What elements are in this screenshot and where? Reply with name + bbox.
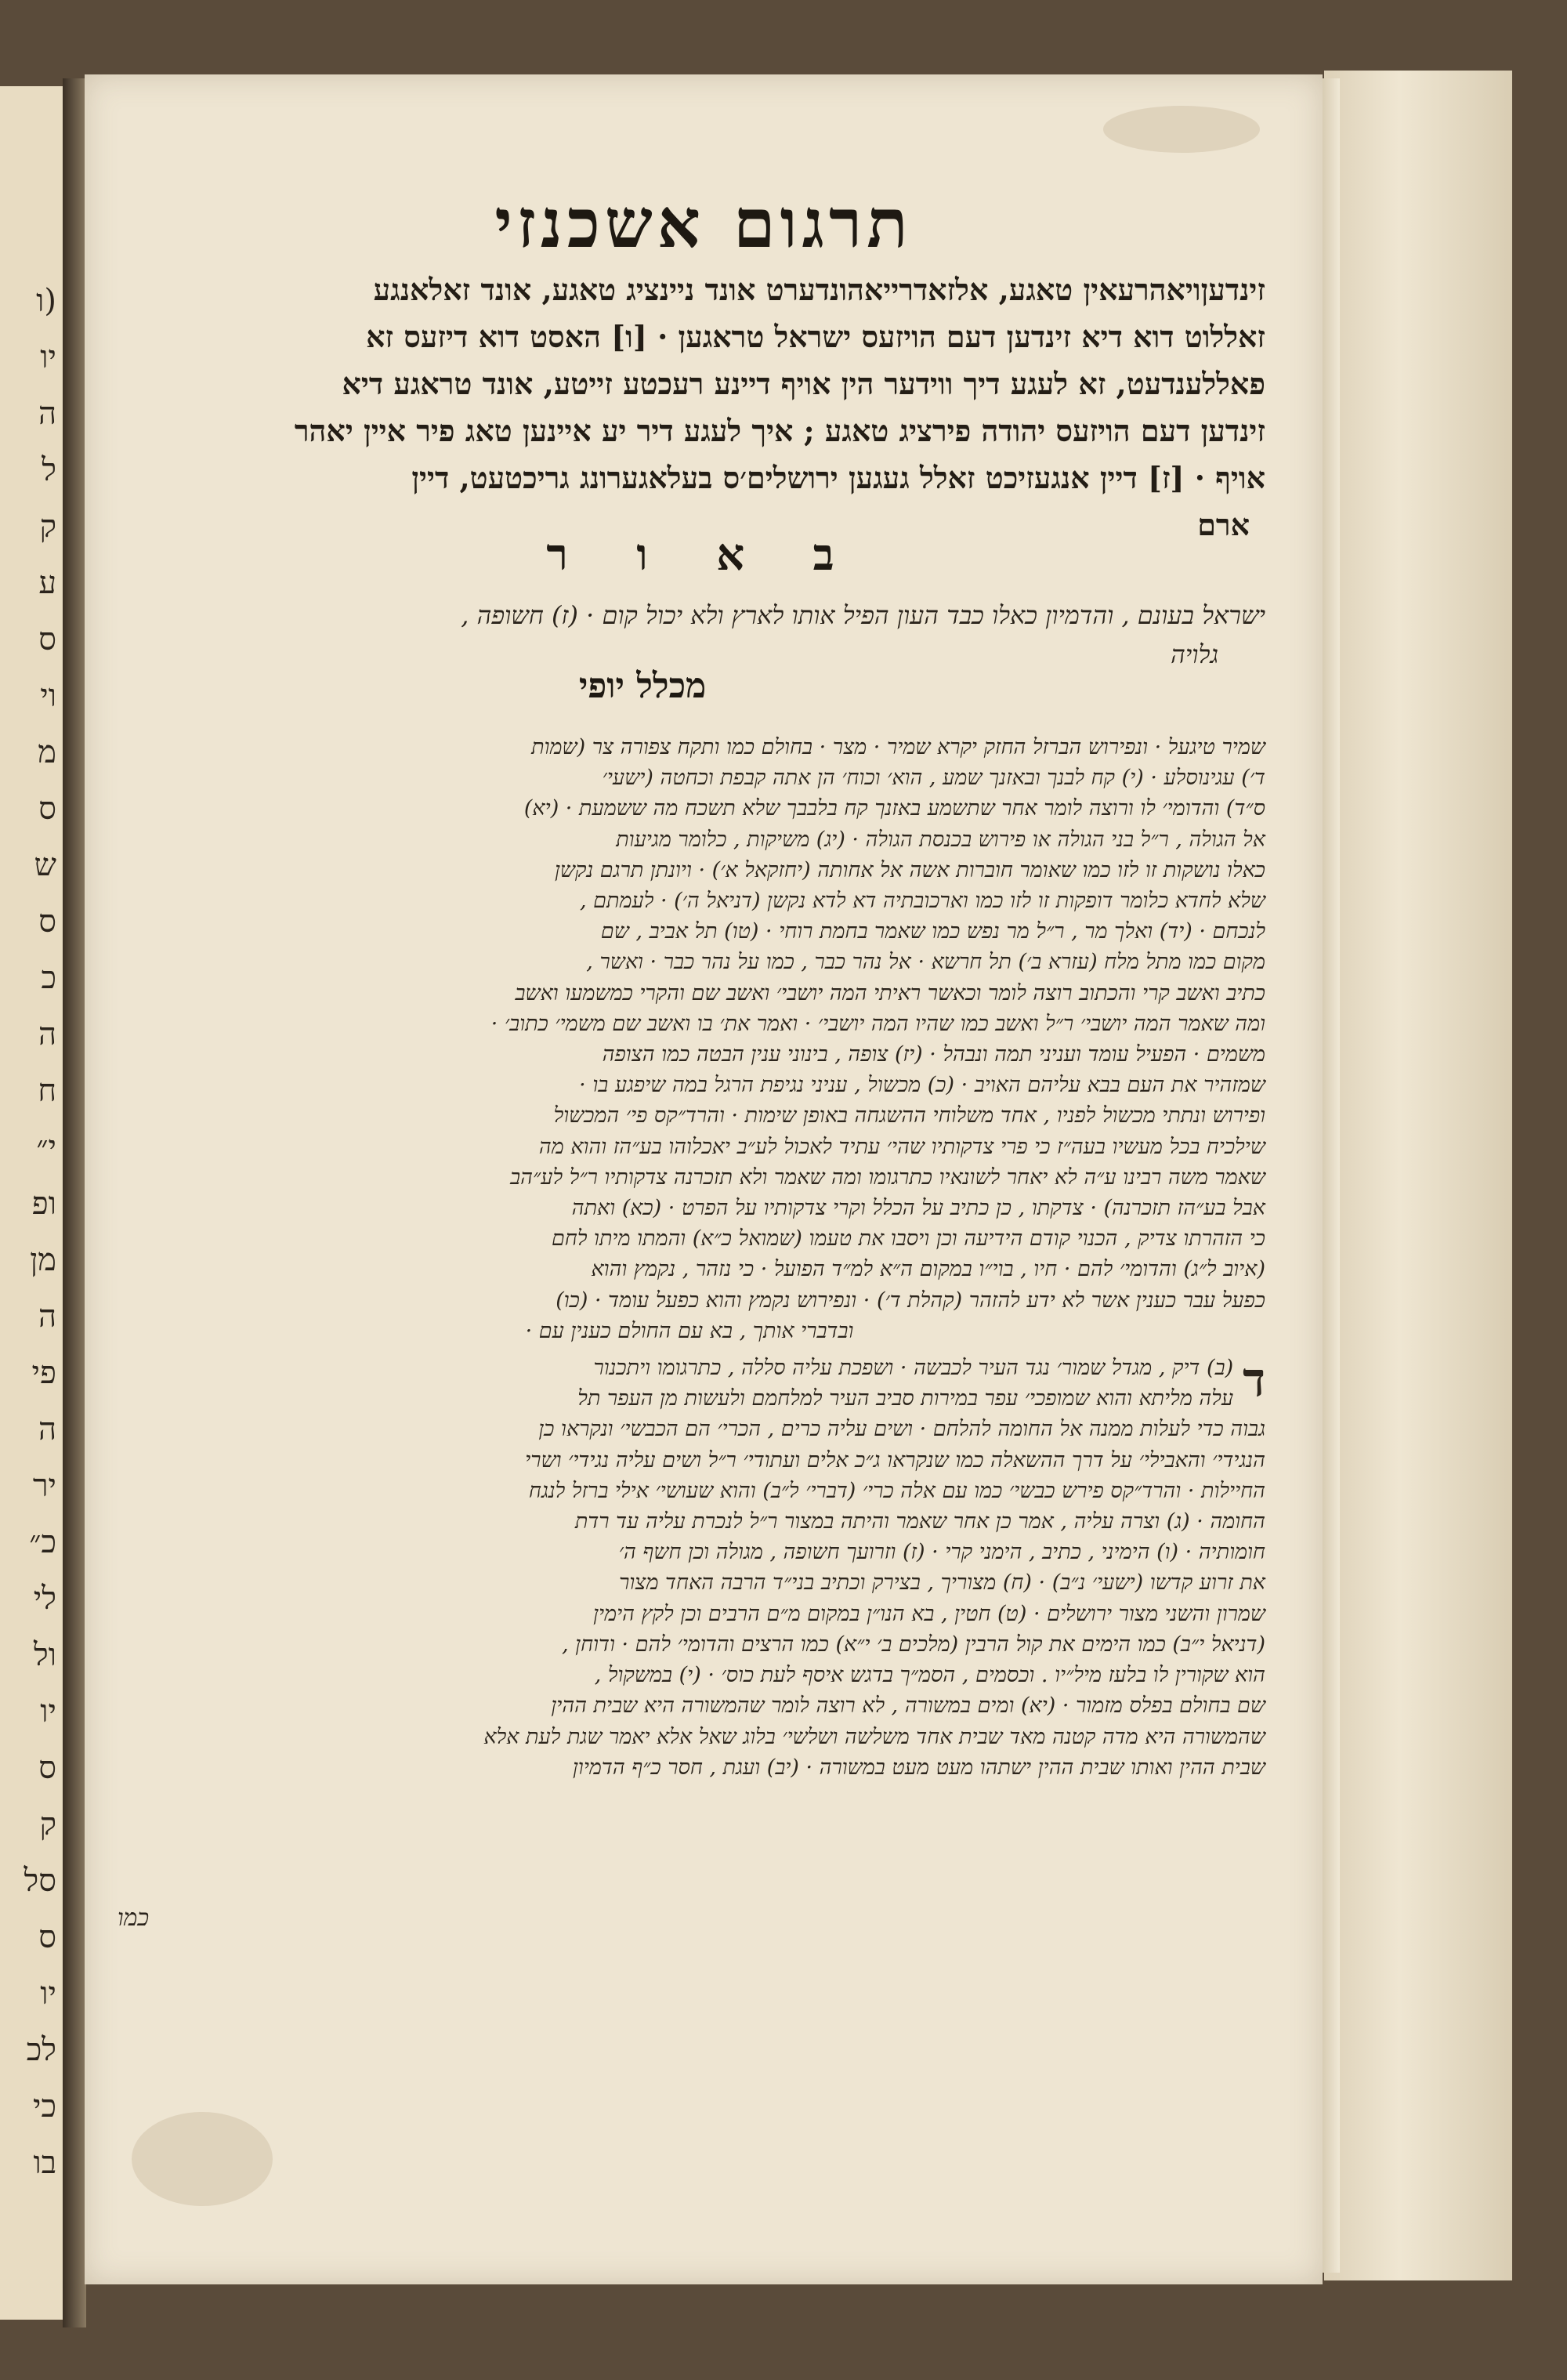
commentary-line: שמיר טיגעל · ונפירוש הברזל החזק יקרא שמיר · מצר · בחולם כמו ותקח צפורה צר (שמות xyxy=(531,735,1265,759)
commentary-line: (איוב ל״ג) והדומי׳ להם · חיו , בוי״ו במקום ה״א למ״ד הפועל · כי נזהר , נקמץ והוא xyxy=(591,1257,1265,1282)
commentary-line: ופירוש ונתתי מכשול לפניו , אחד משלוחי ההשגחה באופן שימות · והרד״קס פי׳ המכשול xyxy=(553,1103,1265,1128)
left-page-text-fragment: ק xyxy=(39,1806,56,1842)
commentary-line: שאמר משה רבינו ע״ה לא יאחר לשונאיו כתרגומו ומה שאמר ולא תזכרנה צדקותיו ר״ל לע״הב xyxy=(510,1165,1265,1190)
left-page-text-fragment: ה xyxy=(38,396,56,432)
commentary-line: שמרון והשני מצור ירושלים · (ט) חטין , בא הנו״ן במקום מ״ם הרבים וכן לקץ הימין xyxy=(593,1601,1265,1626)
left-page-text-fragment: לכ xyxy=(26,2032,56,2068)
commentary-body xyxy=(114,733,1265,1784)
commentary-line: את זרוע קדשו (ישעי׳ נ״ב) · (ח) מצוריך , בצירק וכתיב בני״ד הרבה האחד מצור xyxy=(619,1570,1265,1596)
commentary-line: שהמשורה היא מדה קטנה מאד שבית אחד משלשה ושלשי׳ בלוג שאל אלא יאמר שגת לעת אלא xyxy=(483,1724,1265,1749)
left-page-text-fragment: ס xyxy=(38,1750,56,1786)
commentary-line: כתיב ואשב קרי והכתוב רוצה לומר וכאשר ראיתי המה יושבי׳ ואשב שם והקרי כמשמעו ואשב xyxy=(515,980,1265,1005)
commentary-line: שבית ההין ואותו שבית ההין ישתהו מעט מעט במשורה · (יב) ועגת , חסר כ״ף הדמיון xyxy=(573,1755,1265,1780)
commentary-line: ד׳) עגינוסלע · (י) קח לבנך ובאזנך שמע , הוא׳ וכוח׳ הן אתה קבפת וכחטה (ישעי׳ xyxy=(602,766,1265,791)
drop-cap-letter: ד xyxy=(1243,1353,1265,1408)
commentary-line: כי הזהרתו צדיק , הכנוי קודם הידיעה וכן ויסבו את טעמו (שמואל כ״א) והמתו מיתו לחם xyxy=(552,1226,1265,1252)
left-page-text-fragment: ק xyxy=(39,509,56,545)
left-page-text-fragment: ס xyxy=(38,1919,56,1955)
biur-heading: ב א ו ר xyxy=(546,529,861,581)
left-page-text-fragment: ל xyxy=(42,452,56,488)
left-page-text-fragment: כ xyxy=(41,960,56,996)
left-page-text-fragment: מ xyxy=(38,734,56,770)
commentary-line: משמים · הפעיל עומד ועניני תמה ונבהל · (יז) צופה , בינוני ענין הבטה כמו הצופה xyxy=(602,1042,1265,1067)
page-edges xyxy=(1324,71,1512,2280)
left-page-text-fragment: כ״ xyxy=(29,1524,56,1560)
biur-line: גלויה xyxy=(1171,639,1218,669)
commentary-line: חומותיה · (ו) הימיני , כתיב , הימני קרי · (ז) וזרועך חשופה , מגולה וכן חשף ה׳ xyxy=(618,1540,1265,1565)
left-page-text-fragment: וי xyxy=(40,678,56,714)
paper-stain xyxy=(132,2112,273,2206)
commentary-line: מקום כמו מתל מלח (עזרא ב׳) תל חרשא · אל נהר כבר , כמו על נהר כבר · ואשר , xyxy=(586,950,1265,975)
catchword: כמו xyxy=(118,1904,150,1932)
targum-line: אויף · [ז] דיין אנגעזיכט זאלל געגען ירושלים׳ס בעלאגערונג גריכטעט, דיין xyxy=(411,460,1265,495)
left-page-text-fragment: ש xyxy=(34,847,56,883)
left-page-text-fragment: ול xyxy=(34,1637,56,1673)
left-page-text-fragment: ה xyxy=(38,1016,56,1052)
left-page-text-fragment: (ו xyxy=(36,283,56,319)
mikhlal-yofi-heading: מכלל יופי xyxy=(578,666,707,706)
commentary-line: (דניאל י״ב) כמו הימים את קול הרבין (מלכים ב׳ י״א) כמו הרצים והדומי׳ להם · ודוחן , xyxy=(562,1632,1265,1657)
left-page-text-fragment: בו xyxy=(33,2145,56,2181)
left-page-text-fragment: י״ xyxy=(36,1129,56,1165)
biur-paragraph xyxy=(114,596,1265,674)
commentary-line: שמזהיר את העם בבא עליהם האויב · (כ) מכשול , עניני נגיפת הרגל במה שיפגע בו · xyxy=(579,1073,1265,1098)
left-page-text-fragment: מן xyxy=(30,1242,56,1278)
left-page-text-fragment: סל xyxy=(24,1863,56,1899)
left-page-text-fragment: כי xyxy=(32,2088,56,2125)
paper-stain xyxy=(1103,106,1260,153)
targum-line: זאללוט דוא דיא זינדען דעם הויזעס ישראל טראגען · [ו] האסט דוא דיזעס זא xyxy=(366,319,1265,354)
left-page-text-fragment: יו xyxy=(40,339,56,375)
commentary-line: החומה · (ג) וצרה עליה , אמר כן אחר שאמר והיתה במצור ר״ל לנכרת עליה עד רדת xyxy=(574,1509,1265,1534)
left-page-text-fragment: ה xyxy=(38,1411,56,1447)
targum-line: זינדען דעם הויזעס יהודה פירציג טאגע ; איך לעגע דיר יע איינען טאג פיר איין יאהר xyxy=(294,413,1265,448)
left-page-text-fragment: יו xyxy=(40,1694,56,1730)
commentary-line: כאלו נושקות זו לזו כמו שאומר חוברות אשה אל אחותה (יחזקאל א׳) · ויונתן תרגם נקשן xyxy=(555,857,1265,882)
commentary-line: ס״ד) והדומי׳ לו ורוצה לומר אחר שתשמע באזנך קח בלבבך שלא תשכח מה ששמעת · (יא) xyxy=(523,796,1265,821)
targum-line: זינדעןויאהרעאין טאגע, אלזאדרייאהונדערט אונד ניינציג טאגע, אונד זאלאנגע xyxy=(373,272,1265,307)
commentary-line: שלא לחדא כלומר דופקות זו לזו כמו וארכובתיה דא לדא נקשן (דניאל ה׳) · לעמתם , xyxy=(580,889,1265,914)
commentary-line: שם בחולם בפלס מזמור · (יא) ומים במשורה , לא רוצה לומר שהמשורה היא שבית ההין xyxy=(551,1694,1265,1719)
commentary-line: ובדברי אותך , בא עם החולם כענין עם · xyxy=(525,1318,854,1343)
left-page-text-fragment: יו xyxy=(40,1976,56,2012)
commentary-line: אל הגולה , ר״ל בני הגולה או פירוש בכנסת הגולה · (יג) משיקות , כלומר מגיעות xyxy=(616,827,1265,852)
commentary-line: החיילות · והרד״קס פירש כבשי׳ כמו עם אלה כרי׳ (דברי׳ ל״ב) והוא שעושי׳ אילי ברזל לנגח xyxy=(529,1478,1265,1503)
book-gutter xyxy=(63,78,86,2327)
commentary-line: לנכחם · (יד) ואלך מר , ר״ל מר נפש כמו שאמר בחמת רוחי · (טו) תל אביב , שם xyxy=(600,919,1265,944)
page-title: תרגום אשכנזי xyxy=(494,184,913,263)
commentary-line: הוא שקורין לו בלעז מיל״יו . וכסמים , הסמ״ך בדגש איסף לעת כוס׳ · (י) במשקול , xyxy=(594,1663,1265,1688)
targum-paragraph xyxy=(114,266,1265,549)
left-page-text-fragment: ס xyxy=(38,621,56,657)
left-page-text-fragment: ה xyxy=(38,1299,56,1335)
commentary-line: גבוה כדי לעלות ממנה אל החומה להלחם · ושים עליה כרים , הכרי׳ הם הכבשי׳ ונקראו כן xyxy=(538,1417,1265,1442)
commentary-line: ומה שאמר המה יושבי׳ ר״ל ואשב כמו שהיו המה יושבי׳ · ואמר את׳ בו ואשב שם משמי׳ כתוב׳ · xyxy=(490,1011,1265,1036)
left-page-text-fragment: לי xyxy=(33,1581,56,1617)
left-page-text-fragment: פי xyxy=(31,1355,56,1391)
left-page-text-fragment: ח xyxy=(38,1073,56,1109)
commentary-line: שילכיח בכל מעשיו בעה״ז כי פרי צדקותיו שהי׳ עתיד לאכול לע״ב יאכלוהו בע״הז והוא מה xyxy=(538,1134,1265,1159)
left-page-text-fragment: ס xyxy=(38,791,56,827)
commentary-line: עלה מליתא והוא שמופכי׳ עפר במירות סביב העיר למלחמם ולעשות מן העפר תל xyxy=(577,1386,1234,1411)
targum-line: ארם xyxy=(1197,507,1250,542)
commentary-line: (ב) דיק , מגדל שמור׳ נגד העיר לכבשה · ושפכת עליה סללה , כתרגומו ויתכנור xyxy=(593,1356,1234,1381)
left-page-text-fragment: יר xyxy=(32,1468,56,1504)
commentary-line: הנגידי׳ והאבילי׳ על דרך ההשאלה כמו שנקראו ג״כ אלים ועתודי׳ ר״ל ושים עליה נגידי׳ ושרי xyxy=(525,1447,1265,1473)
targum-line: פאללענדעט, זא לעגע דיך ווידער הין אויף דיינע רעכטע זייטע, אונד טראגע דיא xyxy=(342,366,1265,401)
commentary-line: כפעל עבר כענין אשר לא ידע להזהר (קהלת ד׳) · ונפירוש נקמץ והוא כפעל עומד · (כו) xyxy=(556,1288,1265,1313)
left-page-text-fragment: ע xyxy=(38,565,56,601)
biur-line: ישראל בעונם , והדמיון כאלו כבד העון הפיל אותו לארץ ולא יכול קום · (ז) חשופה , xyxy=(461,600,1265,630)
left-page-fragment xyxy=(0,86,63,2320)
left-page-text-fragment: ס xyxy=(38,904,56,940)
left-page-text-fragment: ופ xyxy=(31,1186,56,1222)
commentary-line: אבל בע״הז תזכרנה) · צדקתו , כן כתיב על הכלל וקרי צדקותיו על הפרט · (כא) ואתה xyxy=(571,1196,1265,1221)
